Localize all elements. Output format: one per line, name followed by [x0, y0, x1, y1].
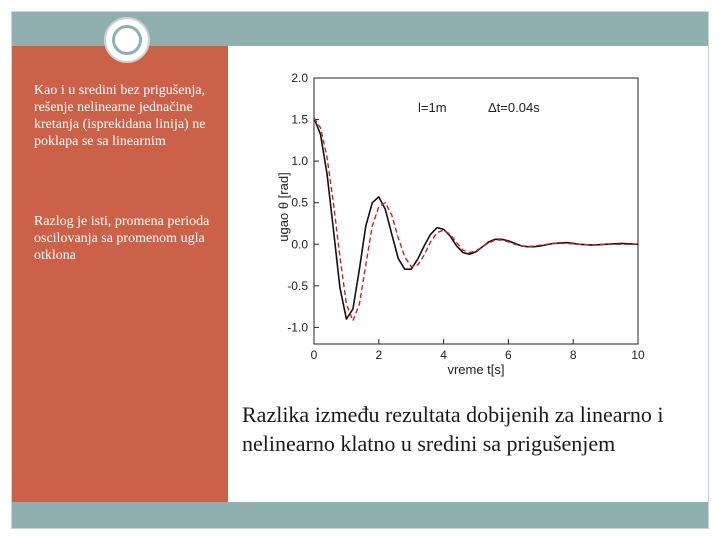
bullet-text-1: Kao i u sredini bez prigušenja, rešenje nelinearne jednačine kretanja (isprekidana linija) ne poklapa se sa linearnim: [34, 83, 206, 149]
annotation-length: l=1m: [418, 100, 447, 115]
y-tick-label: 0.0: [291, 237, 308, 252]
y-axis-label: ugao θ [rad]: [276, 172, 291, 242]
annotation-timestep: Δt=0.04s: [488, 100, 540, 115]
plot-frame: [314, 78, 638, 344]
slide-caption: Razlika između rezultata dobijenih za linearno i nelinearno klatno u sredini sa prigušenjem: [242, 402, 664, 456]
x-tick-label: 6: [505, 348, 512, 362]
x-tick-label: 10: [631, 348, 645, 362]
y-tick-label: -1.0: [287, 320, 308, 335]
y-tick-label: 2.0: [291, 71, 308, 85]
y-tick-label: 0.5: [291, 195, 308, 210]
y-tick-label: 1.5: [291, 112, 308, 127]
series-line-dashed: [314, 118, 638, 321]
bullet-text-2: Razlog je isti, promena perioda oscilovanja sa promenom ugla otklona: [34, 214, 210, 263]
x-tick-label: 4: [440, 348, 447, 362]
series-line-solid: [314, 118, 638, 319]
x-axis-label: vreme t[s]: [447, 362, 505, 377]
x-tick-label: 8: [569, 348, 577, 362]
y-tick-label: -0.5: [287, 278, 308, 293]
x-tick-label: 2: [375, 348, 383, 362]
x-tick-label: 0: [310, 348, 318, 362]
y-tick-label: 1.0: [291, 154, 308, 169]
